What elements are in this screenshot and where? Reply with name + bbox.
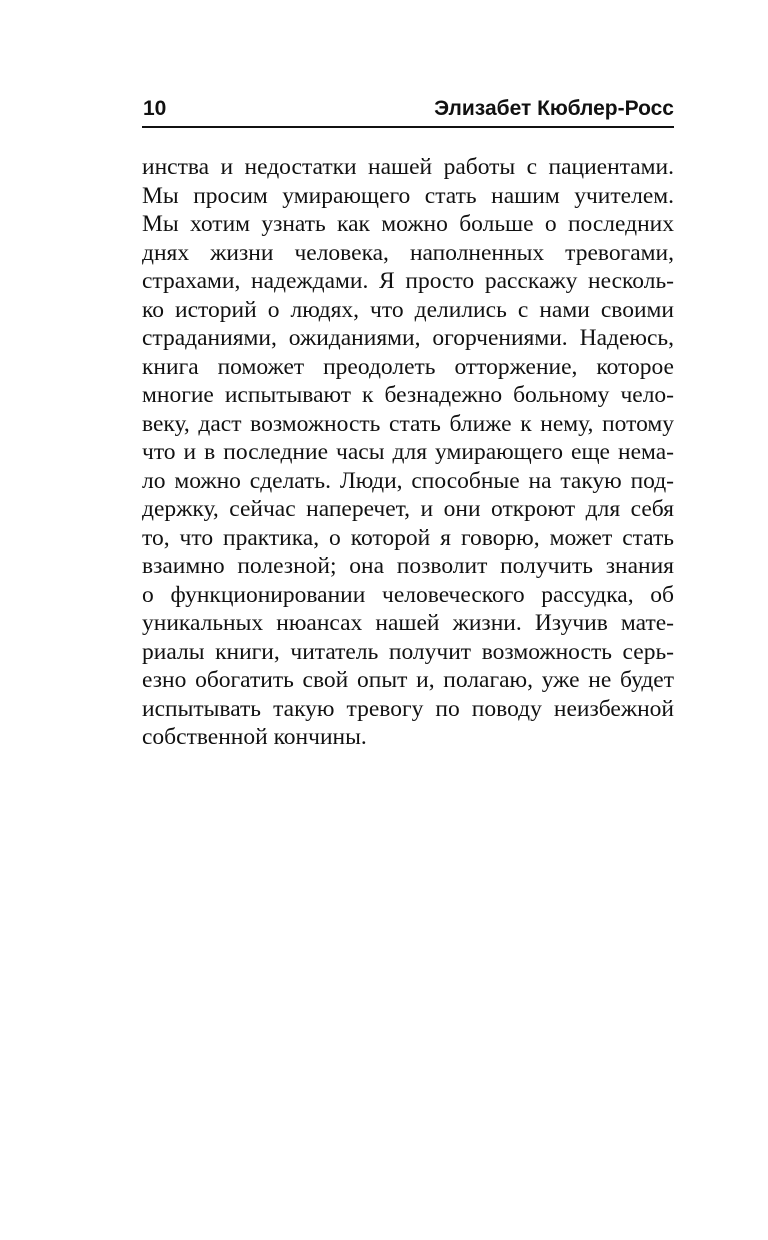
text-line: многие испытывают к безнадежно больному чело- <box>142 382 674 408</box>
text-line: взаимно полезной; она позволит получить знания <box>142 553 674 579</box>
body-text <box>142 153 674 752</box>
text-line: езно обогатить свой опыт и, полагаю, уже не будет <box>142 667 674 693</box>
text-line: ло можно сделать. Люди, способные на такую под- <box>142 467 674 494</box>
text-line: веку, даст возможность стать ближе к нему, потому <box>142 410 674 437</box>
text-line: держку, сейчас наперечет, и они откроют для себя <box>142 496 674 522</box>
text-line: страданиями, ожиданиями, огорчениями. Надеюсь, <box>142 325 674 351</box>
page-number: 10 <box>143 97 167 120</box>
text-line: книга поможет преодолеть отторжение, которое <box>142 353 674 380</box>
text-line: Мы просим умирающего стать нашим учителем. <box>142 182 674 209</box>
text-line: то, что практика, о которой я говорю, может стать <box>142 524 674 551</box>
text-line: инства и недостатки нашей работы с пациентами. <box>142 154 674 180</box>
text-line: уникальных нюансах нашей жизни. Изучив мате- <box>142 610 674 636</box>
page-header <box>142 96 674 128</box>
text-line-last: собственной кончины. <box>142 724 367 750</box>
text-line: ко историй о людях, что делились с нами своими <box>142 296 674 323</box>
text-line: днях жизни человека, наполненных тревогами, <box>142 239 674 266</box>
text-line: испытывать такую тревогу по поводу неизбежной <box>142 695 674 722</box>
text-line: о функционировании человеческого рассудка, об <box>142 581 674 608</box>
text-line: риалы книги, читатель получит возможность серь- <box>142 638 674 665</box>
text-line: Мы хотим узнать как можно больше о последних <box>142 211 674 237</box>
text-line: что и в последние часы для умирающего еще нема- <box>142 439 674 465</box>
text-line: страхами, надеждами. Я просто расскажу несколь- <box>142 268 674 294</box>
running-head-author: Элизабет Кюблер-Росс <box>434 97 674 120</box>
